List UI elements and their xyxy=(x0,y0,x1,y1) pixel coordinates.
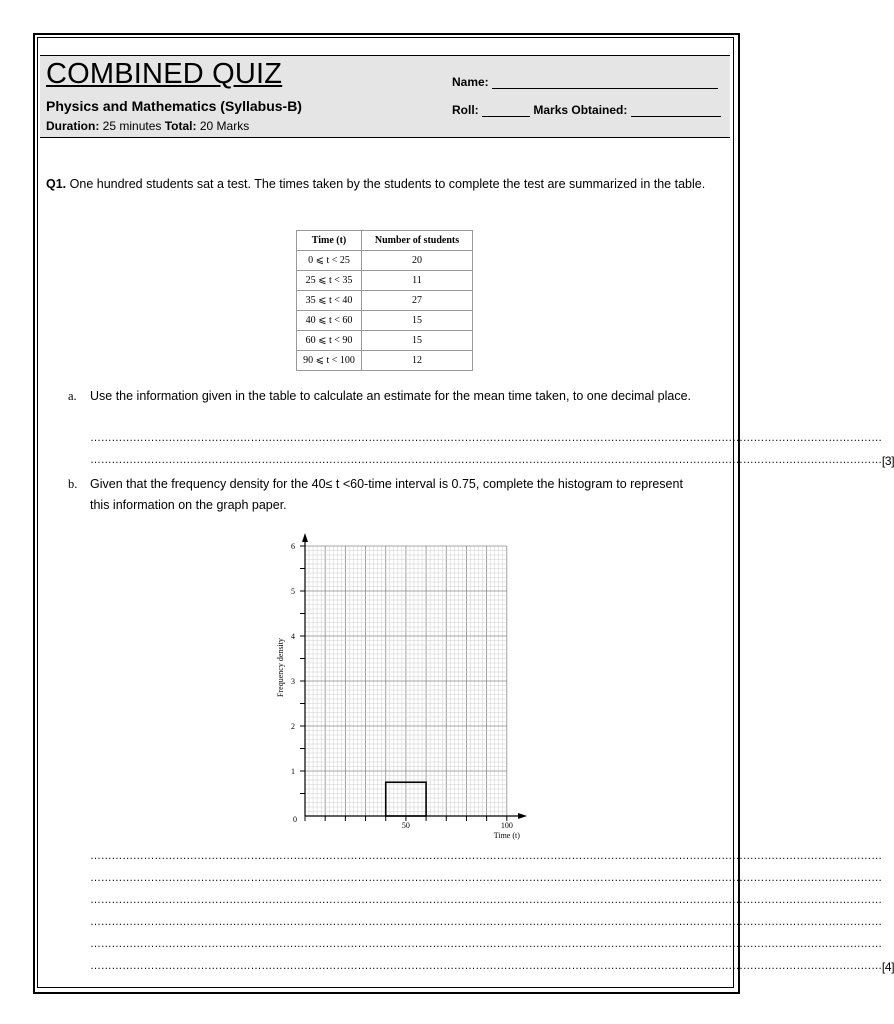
duration-line xyxy=(46,119,249,133)
name-label: Name: xyxy=(452,75,489,89)
answer-line[interactable]: …………………………………………………………………………………………………………………………………………………………………………………………………… xyxy=(90,916,882,928)
duration-label: Duration: xyxy=(46,119,100,133)
question-body: One hundred students sat a test. The times taken by the students to complete the test are summarized in the table. xyxy=(69,177,706,191)
answer-line[interactable]: …………………………………………………………………………………………………………………………………………………………………………………………………… xyxy=(90,432,882,444)
part-a-letter: a. xyxy=(68,389,77,403)
name-field[interactable] xyxy=(452,75,718,89)
y-axis-label: Frequency density xyxy=(276,638,285,697)
quiz-title: COMBINED QUIZ xyxy=(46,58,283,90)
x-tick-label: 100 xyxy=(500,821,513,830)
x-tick-label: 50 xyxy=(401,821,410,830)
part-b-letter: b. xyxy=(68,477,78,491)
roll-marks-field[interactable] xyxy=(452,103,721,117)
y-tick-label: 3 xyxy=(291,677,295,686)
table-row xyxy=(297,331,473,351)
y-tick-label: 2 xyxy=(291,722,295,731)
roll-label: Roll: xyxy=(452,103,479,117)
table-row xyxy=(297,351,473,371)
y-tick-label: 5 xyxy=(291,587,295,596)
question-1-text xyxy=(46,173,724,195)
part-b-marks: [4] xyxy=(881,960,894,974)
table-cell-interval: 0 ⩽ t < 25 xyxy=(297,251,362,271)
part-a-marks: [3] xyxy=(881,454,894,468)
roll-blank[interactable] xyxy=(482,104,530,117)
answer-line[interactable]: …………………………………………………………………………………………………………………………………………………………………………………………………… xyxy=(90,872,882,884)
question-number: Q1. xyxy=(46,177,67,191)
frequency-table xyxy=(296,230,473,371)
y-tick-label: 4 xyxy=(291,632,295,641)
marks-label: Marks Obtained: xyxy=(533,103,628,117)
answer-line[interactable]: …………………………………………………………………………………………………………………………………………………………………………………………………… xyxy=(90,894,882,906)
table-cell-count: 15 xyxy=(362,311,473,331)
duration-value: 25 minutes xyxy=(102,119,162,133)
part-a-text: Use the information given in the table to calculate an estimate for the mean time taken, to one decimal place. xyxy=(90,389,692,403)
table-header-time: Time (t) xyxy=(297,231,362,251)
subject-line: Physics and Mathematics (Syllabus-B) xyxy=(46,98,302,114)
x-axis-label: Time (t) xyxy=(493,831,520,840)
table-cell-count: 12 xyxy=(362,351,473,371)
x-tick-label: 0 xyxy=(293,815,297,824)
answer-line[interactable]: …………………………………………………………………………………………………………………………………………………………………………………………………… [4] xyxy=(90,960,894,974)
table-header-row xyxy=(297,231,473,251)
total-label: Total: xyxy=(164,119,197,133)
table-header-students: Number of students xyxy=(362,231,473,251)
answer-line[interactable]: …………………………………………………………………………………………………………………………………………………………………………………………………… xyxy=(90,850,882,862)
table-cell-count: 27 xyxy=(362,291,473,311)
y-axis-arrow xyxy=(302,533,308,542)
part-b-text: Given that the frequency density for the 40≤ t <60-time interval is 0.75, complete the histogram to represent this information on the graph paper. xyxy=(90,477,683,512)
table-row xyxy=(297,271,473,291)
axes xyxy=(300,533,527,821)
table-cell-interval: 35 ⩽ t < 40 xyxy=(297,291,362,311)
histogram-svg[interactable] xyxy=(265,525,555,855)
table-row xyxy=(297,311,473,331)
marks-blank[interactable] xyxy=(631,104,721,117)
table-cell-count: 20 xyxy=(362,251,473,271)
table-cell-interval: 25 ⩽ t < 35 xyxy=(297,271,362,291)
y-tick-label: 6 xyxy=(291,542,295,551)
name-blank[interactable] xyxy=(492,76,718,89)
table-cell-count: 15 xyxy=(362,331,473,351)
total-value: 20 Marks xyxy=(199,119,250,133)
graph-paper-grid xyxy=(305,546,507,816)
table-cell-interval: 40 ⩽ t < 60 xyxy=(297,311,362,331)
y-tick-label: 1 xyxy=(291,767,295,776)
x-axis-arrow xyxy=(518,813,527,819)
table-row xyxy=(297,291,473,311)
answer-line[interactable]: …………………………………………………………………………………………………………………………………………………………………………………………………… xyxy=(90,938,882,950)
table-cell-interval: 90 ⩽ t < 100 xyxy=(297,351,362,371)
table-cell-count: 11 xyxy=(362,271,473,291)
histogram-graph[interactable] xyxy=(265,525,555,855)
table-cell-interval: 60 ⩽ t < 90 xyxy=(297,331,362,351)
answer-line[interactable]: …………………………………………………………………………………………………………………………………………………………………………………………………… [3] xyxy=(90,454,894,468)
table-row xyxy=(297,251,473,271)
